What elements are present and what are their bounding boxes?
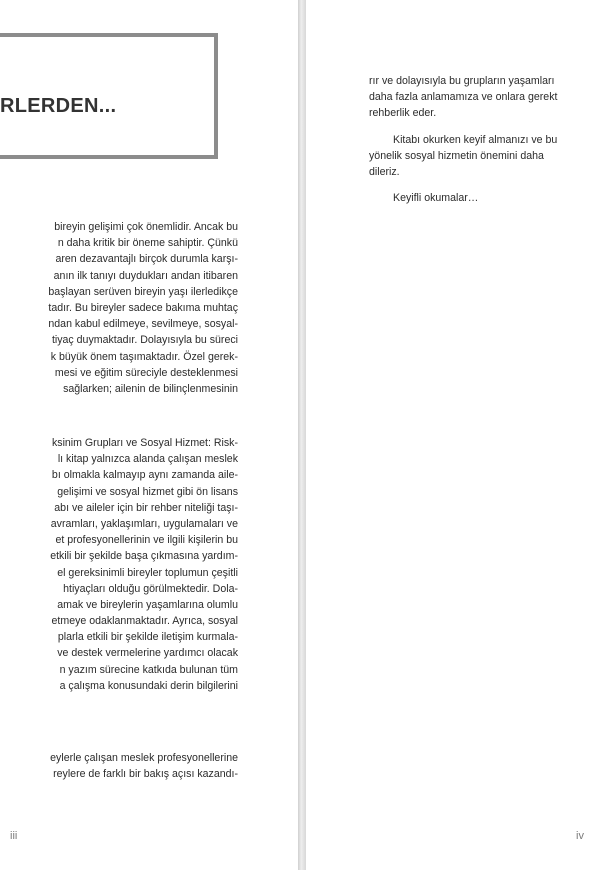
text-line: ve destek vermelerine yardımcı olacak [57, 647, 238, 660]
text-line: et profesyonellerinin ve ilgili kişilerin bu [55, 534, 238, 547]
text-line: anın ilk tanıyı duydukları andan itibaren [53, 269, 238, 282]
chapter-heading: RLERDEN... [0, 95, 117, 117]
left-page [0, 0, 298, 870]
text-line: bı olmakla kalmayıp aynı zamanda aile- [51, 469, 238, 482]
text-line: rır ve dolayısıyla bu grupların yaşamları [369, 75, 555, 87]
text-line: avramları, yaklaşımları, uygulamaları ve [50, 517, 238, 530]
text-line: k büyük önem taşımaktadır. Özel gerek- [50, 350, 238, 363]
text-line: tadır. Bu bireyler sadece bakıma muhtaç [48, 301, 238, 314]
text-line: a çalışma konusundaki derin bilgilerini [59, 679, 238, 692]
text-line: mesi ve eğitim süreciyle desteklenmesi [54, 366, 238, 379]
text-line: ndan kabul edilmeye, sevilmeye, sosyal- [48, 318, 238, 331]
text-line: daha fazla anlamamıza ve onlara gerekt [369, 91, 558, 104]
text-line: dileriz. [369, 166, 400, 179]
text-line: eylerle çalışan meslek profesyonellerine [50, 752, 238, 764]
text-line: bireyin gelişimi çok önemlidir. Ancak bu [54, 221, 238, 233]
text-line: Keyifli okumalar… [393, 192, 479, 204]
text-line: htiyaçları olduğu görülmektedir. Dola- [63, 582, 238, 595]
left-paragraph-1 [48, 219, 238, 397]
page-number-right: iv [576, 830, 584, 842]
right-page [306, 0, 600, 870]
text-line: aren dezavantajlı birçok durumla karşı- [55, 253, 238, 266]
text-line: Kitabı okurken keyif almanızı ve bu [393, 134, 558, 146]
text-line: abı ve aileler için bir rehber niteliği taşı- [54, 501, 238, 514]
text-line: ksinim Grupları ve Sosyal Hizmet: Risk- [51, 437, 238, 449]
text-line: n daha kritik bir öneme sahiptir. Çünkü [57, 237, 238, 250]
text-line: plarla etkili bir şekilde iletişim kurmala- [57, 631, 238, 644]
text-line: amak ve bireylerin yaşamlarına olumlu [57, 598, 238, 611]
right-paragraph-2 [369, 132, 557, 181]
text-line: sağlarken; ailenin de bilinçlenmesinin [63, 382, 238, 395]
page-number-left: iii [10, 830, 18, 842]
text-line: gelişimi ve sosyal hizmet gibi ön lisans [57, 485, 238, 498]
text-line: rehberlik eder. [369, 107, 437, 120]
text-line: etkili bir şekilde başa çıkmasına yardım- [50, 550, 238, 563]
right-paragraph-1 [369, 73, 557, 122]
text-line: reylere de farklı bir bakış açısı kazandı- [53, 768, 238, 781]
right-paragraph-3 [369, 190, 478, 206]
text-line: el gereksinimli bireyler toplumun çeşitli [57, 566, 238, 579]
text-line: n yazım sürecine katkıda bulunan tüm [59, 663, 238, 676]
book-gutter [298, 0, 306, 870]
text-line: tiyaç duymaktadır. Dolayısıyla bu süreci [51, 334, 238, 347]
text-line: etmeye odaklanmaktadır. Ayrıca, sosyal [51, 615, 238, 628]
text-line: başlayan serüven bireyin yaşı ilerledikçe [48, 285, 238, 298]
text-line: lı kitap yalnızca alanda çalışan meslek [57, 453, 238, 466]
left-paragraph-2 [50, 435, 238, 694]
text-line: yönelik sosyal hizmetin önemini daha [369, 150, 544, 163]
left-paragraph-3 [50, 750, 238, 782]
